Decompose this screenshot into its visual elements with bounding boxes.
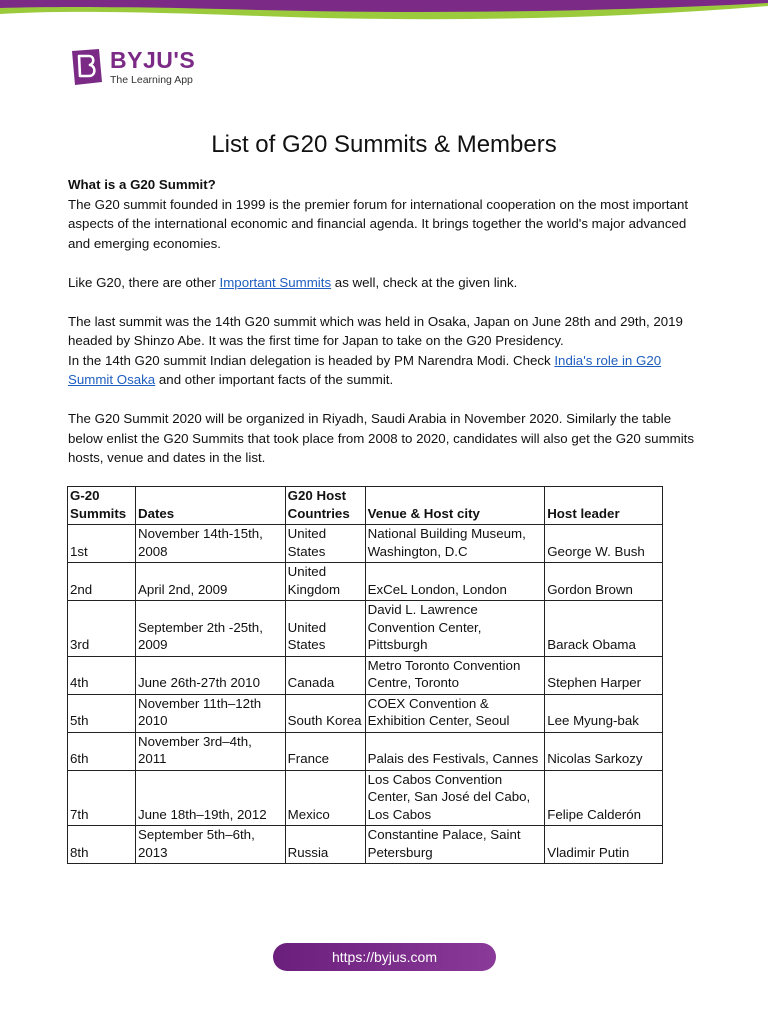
table-cell: September 2th -25th, 2009 xyxy=(135,601,285,657)
footer-url-button[interactable]: https://byjus.com xyxy=(273,943,496,971)
table-cell: Palais des Festivals, Cannes xyxy=(365,732,545,770)
text-span: and other important facts of the summit. xyxy=(155,372,394,387)
page-title: List of G20 Summits & Members xyxy=(211,131,557,158)
intro-section xyxy=(68,175,708,468)
table-row xyxy=(68,563,663,601)
text-span: In the 14th G20 summit Indian delegation is headed by PM Narendra Modi. Check xyxy=(68,352,555,368)
table-cell: Nicolas Sarkozy xyxy=(545,732,663,770)
header-summits: G-20 Summits xyxy=(68,487,136,525)
table-cell: Vladimir Putin xyxy=(545,826,663,864)
table-row xyxy=(68,770,663,826)
table-row xyxy=(68,694,663,732)
header-venue: Venue & Host city xyxy=(365,487,545,525)
header-host-leader: Host leader xyxy=(545,487,663,525)
intro-heading: What is a G20 Summit? xyxy=(68,177,216,192)
text-span: as well, check at the given link. xyxy=(331,274,518,290)
table-cell: United States xyxy=(285,601,365,657)
table-cell: David L. Lawrence Convention Center, Pittsburgh xyxy=(365,601,545,657)
table-cell: 1st xyxy=(68,525,136,563)
intro-paragraph-2 xyxy=(68,273,708,293)
important-summits-link[interactable]: Important Summits xyxy=(219,274,332,290)
table-cell: April 2nd, 2009 xyxy=(135,563,285,601)
table-cell: September 5th–6th, 2013 xyxy=(135,826,285,864)
table-cell: Felipe Calderón xyxy=(545,770,663,826)
table-cell: Barack Obama xyxy=(545,601,663,657)
table-cell: 3rd xyxy=(68,601,136,657)
intro-paragraph-4 xyxy=(68,351,708,390)
table-cell: November 14th-15th, 2008 xyxy=(135,525,285,563)
text-span: Like G20, there are other xyxy=(68,274,220,290)
table-row xyxy=(68,656,663,694)
table-cell: Constantine Palace, Saint Petersburg xyxy=(365,826,545,864)
table-cell: Gordon Brown xyxy=(545,563,663,601)
top-banner xyxy=(0,0,768,24)
logo-name: BYJU'S xyxy=(110,46,196,73)
table-cell: 5th xyxy=(68,694,136,732)
intro-paragraph-5: The G20 Summit 2020 will be organized in Riyadh, Saudi Arabia in November 2020. Similarly the table below enlist the G20 Summits that took place from 2008 to 2020, candidates will also get the G20 summits hosts, venue and dates in the list. xyxy=(68,411,695,465)
table-cell: November 11th–12th 2010 xyxy=(135,694,285,732)
table-cell: COEX Convention & Exhibition Center, Seoul xyxy=(365,694,545,732)
table-cell: June 18th–19th, 2012 xyxy=(135,770,285,826)
header-host-countries: G20 Host Countries xyxy=(285,487,365,525)
table-cell: 4th xyxy=(68,656,136,694)
g20-summits-table xyxy=(67,486,663,864)
table-cell: November 3rd–4th, 2011 xyxy=(135,732,285,770)
table-cell: Lee Myung-bak xyxy=(545,694,663,732)
table-cell: Los Cabos Convention Center, San José del Cabo, Los Cabos xyxy=(365,770,545,826)
table-cell: Russia xyxy=(285,826,365,864)
table-cell: ExCeL London, London xyxy=(365,563,545,601)
india-role-link[interactable]: India's role in G20 Summit Osaka xyxy=(68,352,662,387)
logo-b-icon xyxy=(68,48,104,86)
table-cell: United States xyxy=(285,525,365,563)
table-cell: 8th xyxy=(68,826,136,864)
table-cell: Stephen Harper xyxy=(545,656,663,694)
byjus-logo xyxy=(68,47,195,87)
table-row xyxy=(68,525,663,563)
table-cell: Metro Toronto Convention Centre, Toronto xyxy=(365,656,545,694)
table-cell: South Korea xyxy=(285,694,365,732)
table-cell: Canada xyxy=(285,656,365,694)
table-cell: George W. Bush xyxy=(545,525,663,563)
table-cell: 6th xyxy=(68,732,136,770)
table-header-row xyxy=(68,487,663,525)
table-row xyxy=(68,601,663,657)
table-row xyxy=(68,732,663,770)
header-dates: Dates xyxy=(135,487,285,525)
table-body xyxy=(68,525,663,864)
table-cell: 2nd xyxy=(68,563,136,601)
logo-tagline: The Learning App xyxy=(110,73,193,86)
intro-paragraph-3: The last summit was the 14th G20 summit which was held in Osaka, Japan on June 28th and 29th, 2019 headed by Shinzo Abe. It was the first time for Japan to take on the G20 Presidency. xyxy=(68,313,683,348)
table-cell: United Kingdom xyxy=(285,563,365,601)
intro-paragraph-1: The G20 summit founded in 1999 is the premier forum for international cooperation on the most important aspects of the international economic and financial agenda. It brings together the world's major advanced and emerging economies. xyxy=(68,196,689,251)
table-cell: 7th xyxy=(68,770,136,826)
table-row xyxy=(68,826,663,864)
table-cell: Mexico xyxy=(285,770,365,826)
table-cell: June 26th-27th 2010 xyxy=(135,656,285,694)
table-cell: France xyxy=(285,732,365,770)
table-cell: National Building Museum, Washington, D.C xyxy=(365,525,545,563)
